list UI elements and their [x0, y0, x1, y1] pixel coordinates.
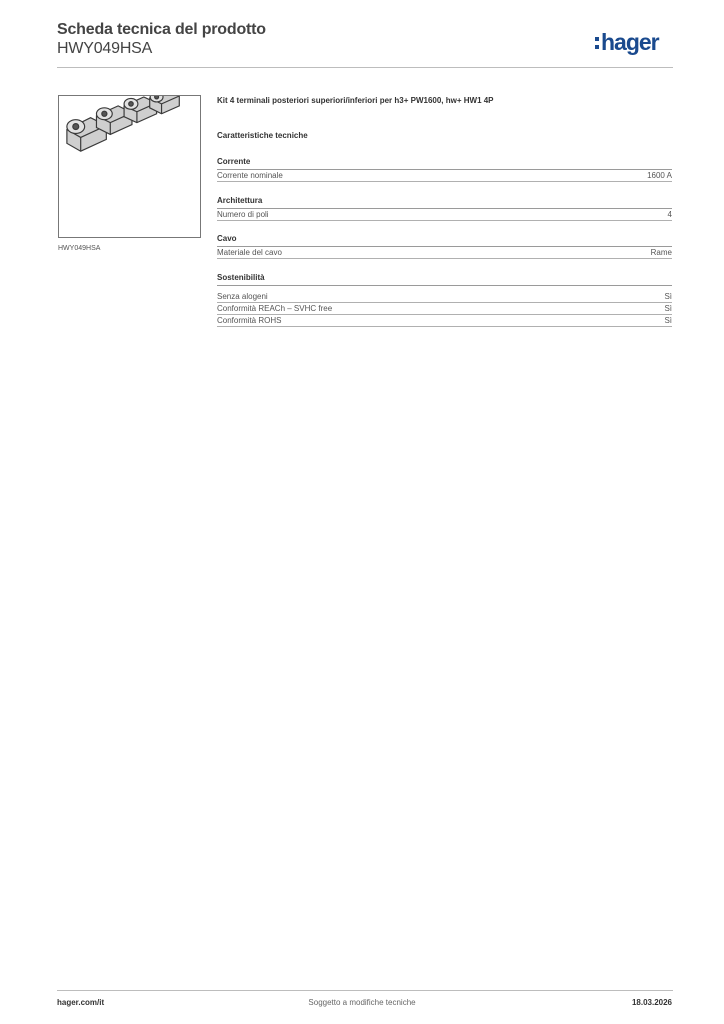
section-heading: Cavo [217, 234, 672, 247]
product-description: Kit 4 terminali posteriori superiori/inferiori per h3+ PW1600, hw+ HW1 4P [217, 96, 494, 105]
spec-row [217, 291, 672, 303]
spec-value: Sì [664, 292, 672, 301]
spec-value: 1600 A [647, 171, 672, 180]
spec-section-sostenibilita [217, 273, 672, 327]
spec-value: 4 [667, 210, 672, 219]
spec-value: Sì [664, 316, 672, 325]
spec-label: Conformità ROHS [217, 316, 282, 325]
spec-value: Rame [650, 248, 672, 257]
page-title: Scheda tecnica del prodotto [57, 21, 266, 38]
product-image-caption: HWY049HSA [58, 245, 101, 252]
product-code: HWY049HSA [57, 40, 153, 57]
spec-section-cavo [217, 234, 672, 259]
spec-label: Conformità REACh – SVHC free [217, 304, 333, 313]
spec-label: Materiale del cavo [217, 248, 282, 257]
terminal-kit-image [59, 96, 200, 237]
spec-row [217, 315, 672, 327]
spec-row [217, 247, 672, 259]
logo-text: hager [601, 29, 659, 55]
specs-title: Caratteristiche tecniche [217, 131, 308, 140]
section-heading: Architettura [217, 196, 672, 209]
spec-row [217, 209, 672, 221]
section-heading: Corrente [217, 157, 672, 170]
spec-label: Numero di poli [217, 210, 269, 219]
spec-label: Senza alogeni [217, 292, 268, 301]
header-divider [57, 67, 673, 68]
section-heading: Sostenibilità [217, 273, 672, 286]
footer-website-link[interactable]: hager.com/it [57, 998, 105, 1007]
spec-section-corrente [217, 157, 672, 182]
spec-value: Sì [664, 304, 672, 313]
spec-label: Corrente nominale [217, 171, 283, 180]
hager-logo [594, 26, 678, 58]
spec-section-architettura [217, 196, 672, 221]
spec-row [217, 303, 672, 315]
footer-divider [57, 990, 673, 991]
product-image-frame [58, 95, 201, 238]
footer-date: 18.03.2026 [631, 998, 672, 1007]
spec-row [217, 170, 672, 182]
footer-note: Soggetto a modifiche tecniche [308, 998, 416, 1007]
